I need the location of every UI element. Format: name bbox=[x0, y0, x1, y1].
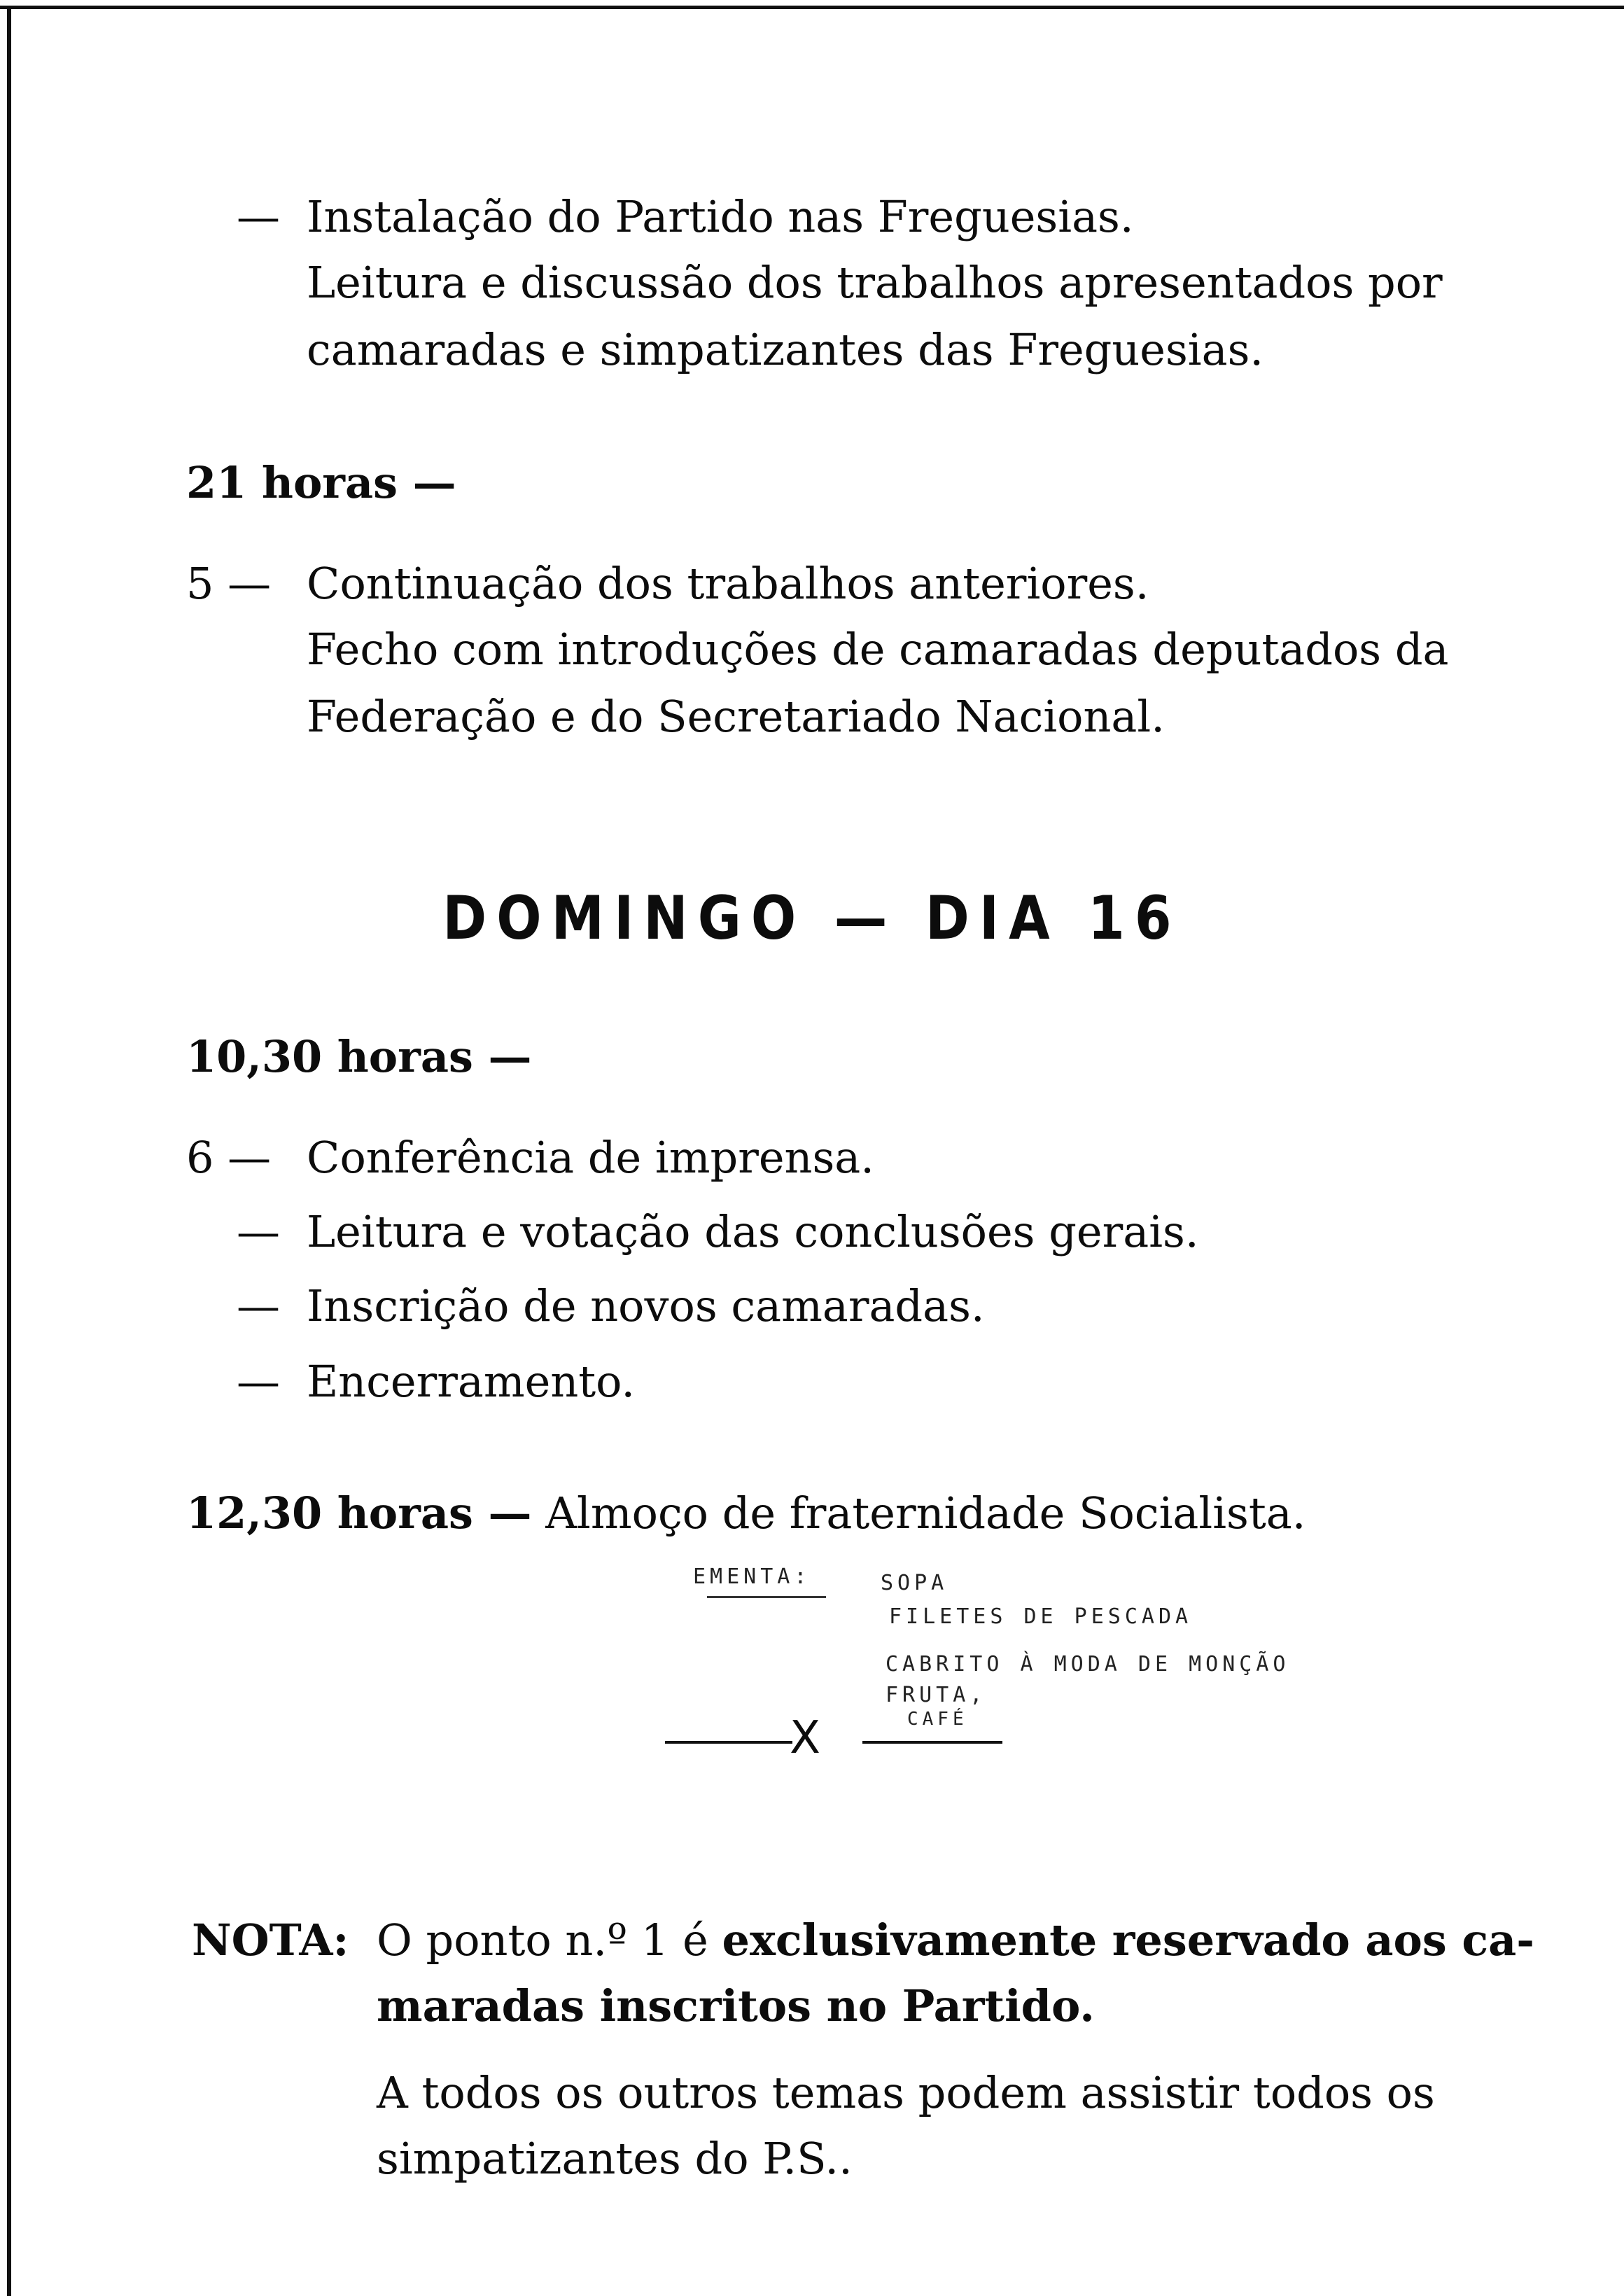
handwritten-label-underline bbox=[707, 1596, 826, 1598]
handwritten-menu-item: FRUTA, bbox=[886, 1683, 987, 1707]
nota-line4: simpatizantes do P.S.. bbox=[377, 2133, 853, 2184]
block1-line1: — Instalação do Partido nas Freguesias. bbox=[237, 191, 1134, 242]
handwritten-menu-item: FILETES DE PESCADA bbox=[889, 1604, 1193, 1629]
lunch-text: Almoço de fraternidade Socialista. bbox=[545, 1488, 1306, 1539]
item6-line3: — Inscrição de novos camaradas. bbox=[237, 1280, 985, 1331]
handwritten-menu-label: EMENTA: bbox=[693, 1564, 811, 1589]
handwritten-menu-item: CAFÉ bbox=[907, 1709, 968, 1730]
dash: — bbox=[237, 1356, 280, 1407]
item6-number: 6 — bbox=[186, 1132, 272, 1183]
handwritten-menu-item: SOPA bbox=[881, 1571, 948, 1595]
item5-line2: Fecho com introduções de camaradas deputados da bbox=[307, 624, 1449, 675]
item5-line1: 5 — Continuação dos trabalhos anteriores. bbox=[186, 558, 1149, 609]
nota-line2: maradas inscritos no Partido. bbox=[377, 1980, 1095, 2031]
lunch-time: 12,30 horas — bbox=[186, 1488, 532, 1539]
scan-left-edge bbox=[7, 6, 11, 2296]
block1-line2: Leitura e discussão dos trabalhos apresentados por bbox=[307, 257, 1443, 308]
day-heading: DOMINGO — DIA 16 bbox=[442, 883, 1182, 953]
separator-rule-left bbox=[665, 1741, 792, 1744]
separator-rule-right bbox=[862, 1741, 1002, 1744]
nota-line3: A todos os outros temas podem assistir todos os bbox=[377, 2067, 1435, 2118]
nota-line1: NOTA: O ponto n.º 1 é exclusivamente reservado aos ca- bbox=[192, 1914, 1535, 1966]
item5-line3: Federação e do Secretariado Nacional. bbox=[307, 691, 1165, 742]
time-21-heading: 21 horas — bbox=[186, 457, 456, 508]
separator-mark: X bbox=[790, 1712, 820, 1764]
item6-line1: 6 — Conferência de imprensa. bbox=[186, 1132, 874, 1183]
item5-number: 5 — bbox=[186, 558, 272, 609]
nota-label: NOTA: bbox=[192, 1914, 349, 1966]
handwritten-menu-item: CABRITO À MODA DE MONÇÃO bbox=[886, 1652, 1290, 1676]
dash: — bbox=[237, 1206, 280, 1257]
lunch-line bbox=[186, 1487, 1306, 1540]
dash: — bbox=[237, 191, 280, 242]
dash: — bbox=[237, 1280, 280, 1331]
block1-line3: camaradas e simpatizantes das Freguesias. bbox=[307, 324, 1264, 375]
scan-top-edge bbox=[0, 6, 1624, 9]
item6-line2: — Leitura e votação das conclusões gerais. bbox=[237, 1206, 1199, 1257]
item6-line4: — Encerramento. bbox=[237, 1356, 636, 1407]
time-1030-heading: 10,30 horas — bbox=[186, 1031, 532, 1082]
